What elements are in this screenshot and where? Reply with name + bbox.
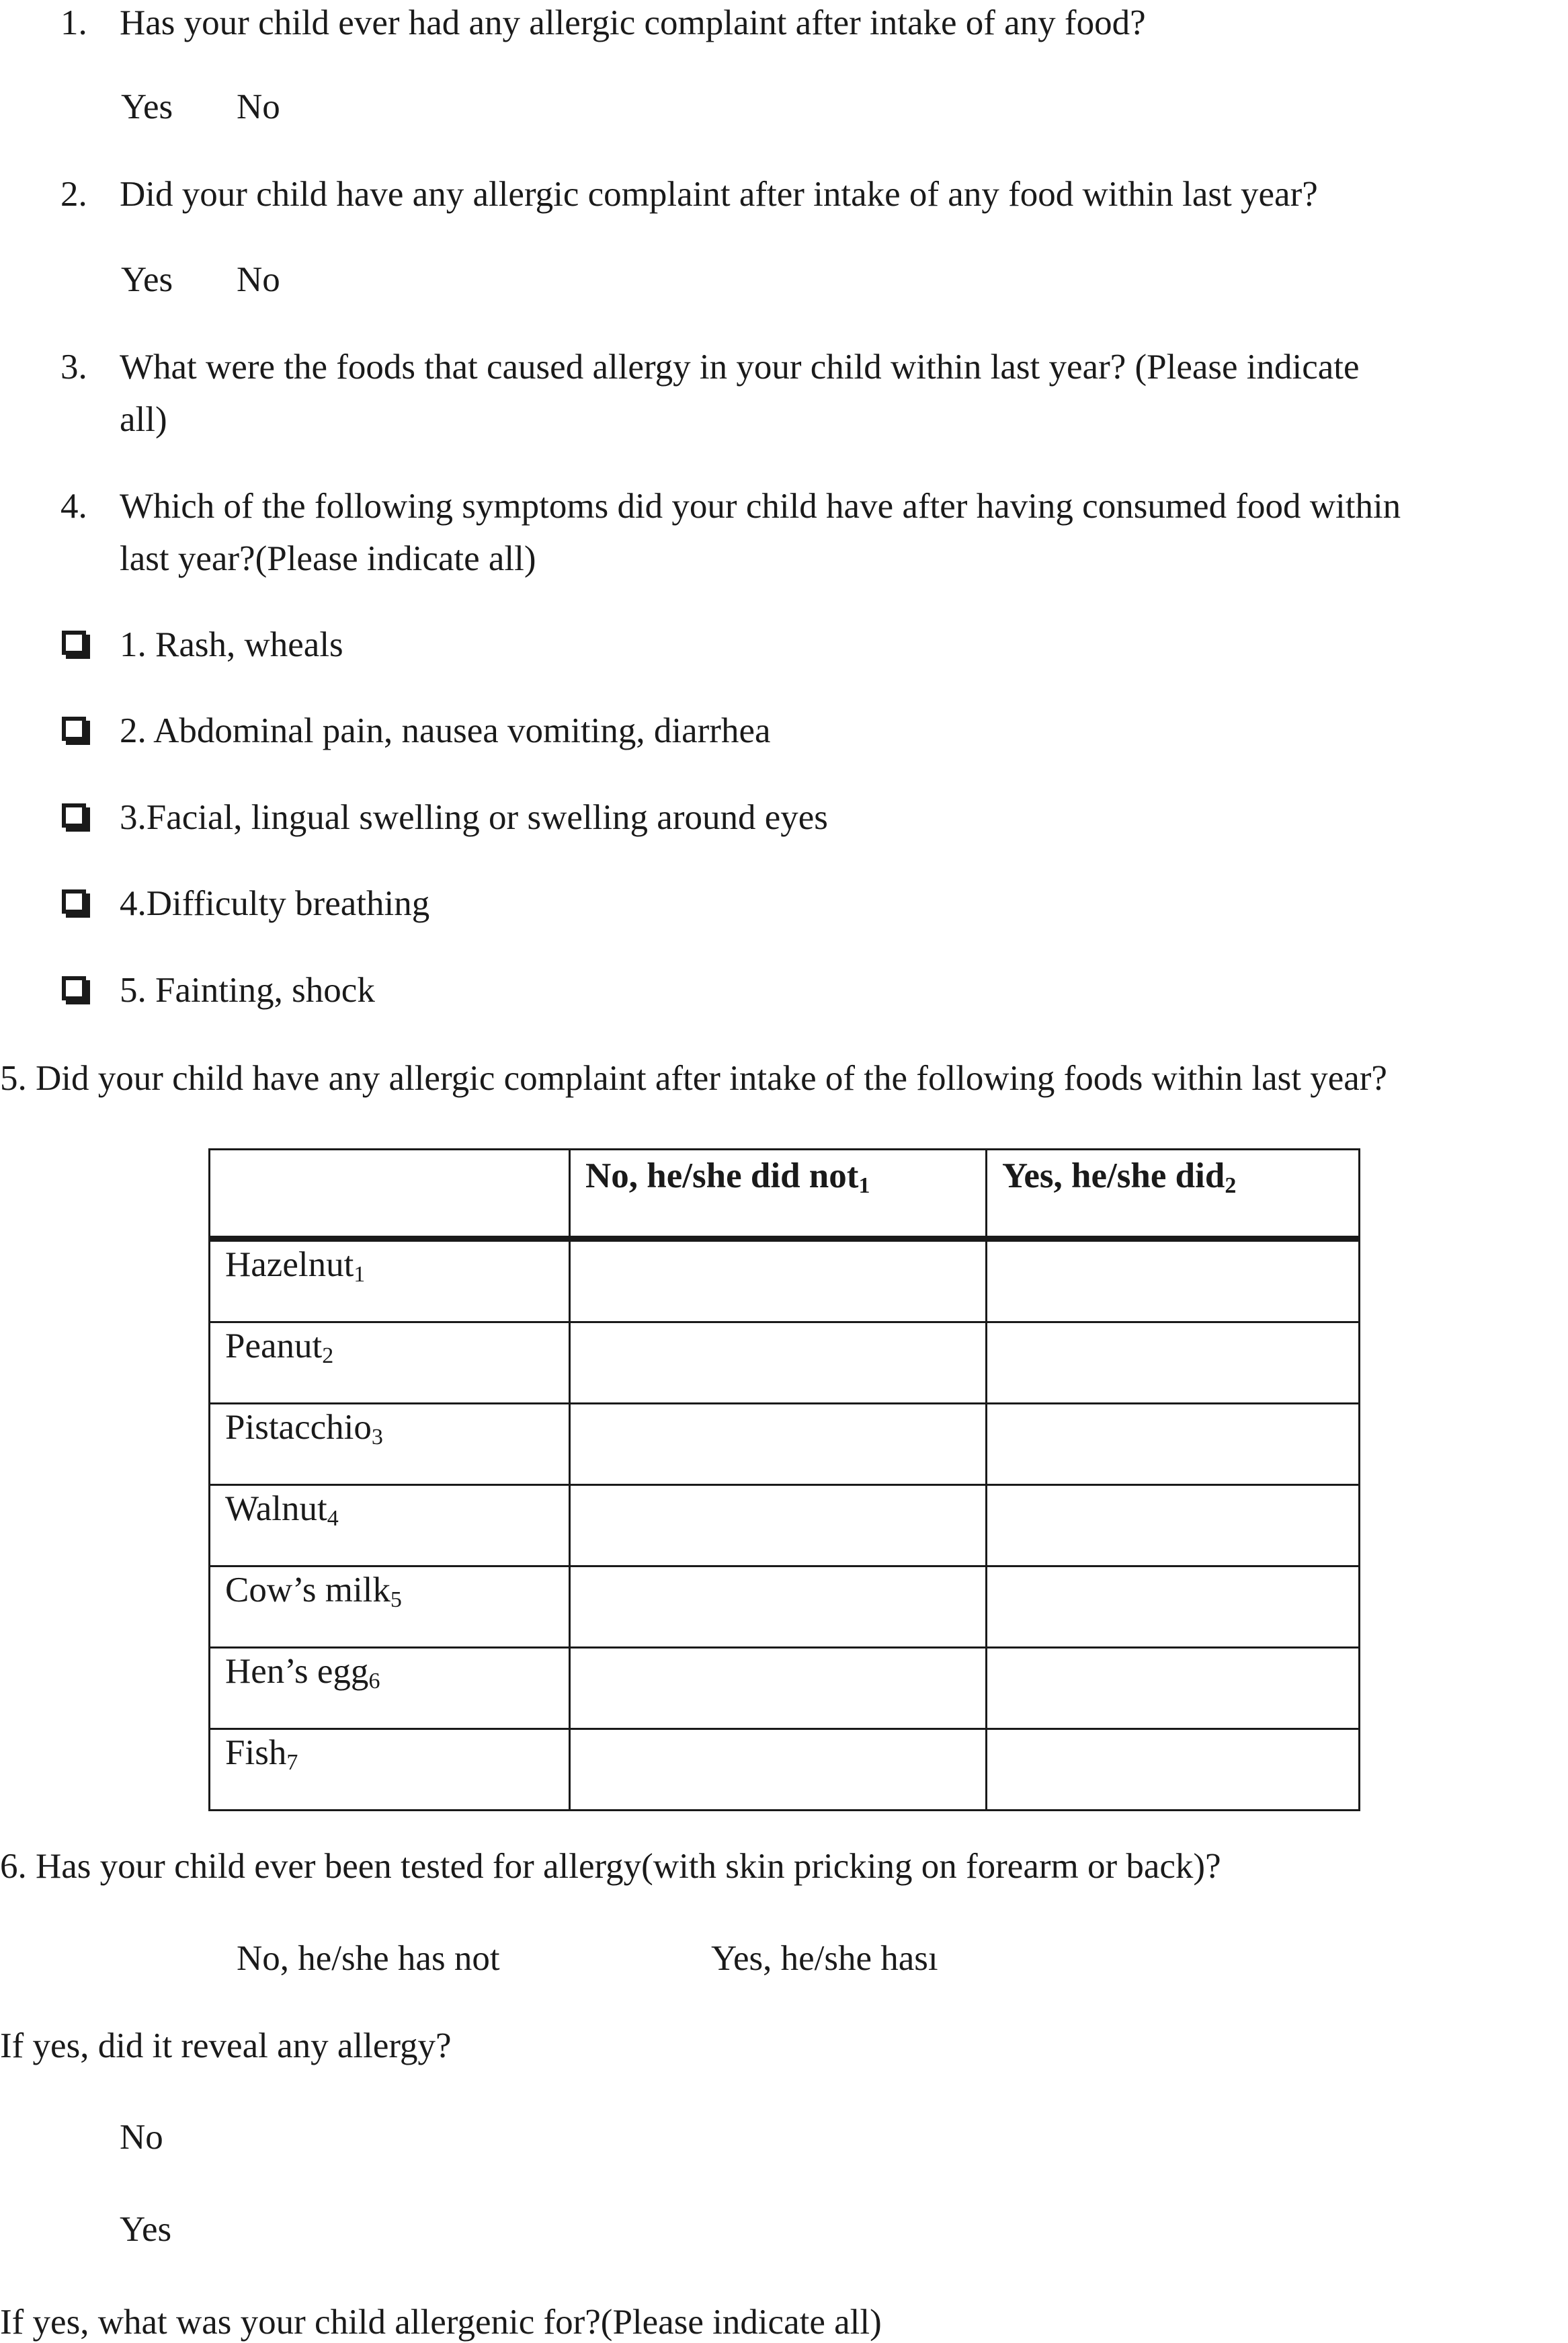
answer-no-cell[interactable] [570,1648,987,1729]
food-code: 1 [354,1262,366,1287]
q1-no-option[interactable]: No [237,87,280,126]
q1-number: 1. [60,3,87,42]
table-row [210,1566,1360,1648]
header-no-code: 1 [858,1173,870,1198]
food-name: Cow’s milk [225,1571,390,1610]
checkbox-swelling[interactable] [62,803,86,828]
q4-option-2: 2. Abdominal pain, nausea vomiting, diarrhea [120,711,771,750]
checkbox-fainting[interactable] [62,976,86,1000]
table-row [210,1322,1360,1404]
q6-followup1-yes[interactable]: Yes [120,2210,172,2249]
food-allergy-table [208,1148,1360,1811]
food-code: 4 [327,1506,339,1531]
food-cell [210,1729,570,1811]
q4-text-line2: last year?(Please indicate all) [120,539,536,578]
food-name: Walnut [225,1489,327,1528]
checkbox-breathing[interactable] [62,889,86,914]
table-header-row [210,1150,1360,1239]
food-cell [210,1648,570,1729]
q3-number: 3. [60,348,87,387]
header-no [570,1150,987,1239]
answer-no-cell[interactable] [570,1729,987,1811]
food-name: Peanut [225,1326,323,1365]
answer-yes-cell[interactable] [987,1239,1360,1322]
q6-followup1: If yes, did it reveal any allergy? [0,2026,452,2065]
answer-yes-cell[interactable] [987,1729,1360,1811]
q4-option-5: 5. Fainting, shock [120,971,375,1010]
food-name: Fish [225,1733,287,1772]
header-no-label: No, he/she did not [585,1156,859,1195]
food-cell [210,1322,570,1404]
q2-text: Did your child have any allergic complaint after intake of any food within last year? [120,175,1318,214]
header-blank [210,1150,570,1239]
table-row [210,1648,1360,1729]
table-row [210,1239,1360,1322]
q6-no-option[interactable]: No, he/she has not [237,1939,500,1978]
answer-yes-cell[interactable] [987,1404,1360,1485]
q6-followup1-no[interactable]: No [120,2118,163,2157]
q6-followup2: If yes, what was your child allergenic for?(Please indicate all) [0,2303,882,2342]
answer-yes-cell[interactable] [987,1566,1360,1648]
q1-yes-option[interactable]: Yes [121,87,173,126]
food-code: 6 [368,1669,380,1694]
answer-no-cell[interactable] [570,1239,987,1322]
table-row [210,1485,1360,1566]
food-code: 3 [371,1425,383,1450]
answer-yes-cell[interactable] [987,1485,1360,1566]
header-yes-code: 2 [1225,1173,1237,1198]
q4-option-3: 3.Facial, lingual swelling or swelling around eyes [120,798,828,837]
header-yes-label: Yes, he/she did [1002,1156,1225,1195]
food-name: Hen’s egg [225,1652,369,1691]
q2-yes-option[interactable]: Yes [121,260,173,299]
table-row [210,1729,1360,1811]
food-cell [210,1566,570,1648]
checkbox-rash[interactable] [62,631,86,655]
answer-no-cell[interactable] [570,1322,987,1404]
checkbox-abdominal-pain[interactable] [62,717,86,741]
header-yes [987,1150,1360,1239]
food-name: Pistacchio [225,1408,372,1447]
answer-yes-cell[interactable] [987,1322,1360,1404]
q4-option-1: 1. Rash, wheals [120,625,343,664]
q4-option-4: 4.Difficulty breathing [120,884,430,923]
q5-text: 5. Did your child have any allergic complaint after intake of the following foods within last year? [0,1059,1387,1098]
answer-no-cell[interactable] [570,1404,987,1485]
food-code: 5 [390,1587,402,1612]
food-cell [210,1485,570,1566]
answer-no-cell[interactable] [570,1566,987,1648]
q4-number: 4. [60,487,87,526]
food-cell [210,1404,570,1485]
q2-no-option[interactable]: No [237,260,280,299]
food-code: 7 [286,1750,298,1775]
q2-number: 2. [60,175,87,214]
q6-yes-option[interactable]: Yes, he/she hası [711,1939,938,1978]
answer-yes-cell[interactable] [987,1648,1360,1729]
q4-text-line1: Which of the following symptoms did your child have after having consumed food within [120,487,1401,526]
q3-text-line1: What were the foods that caused allergy in your child within last year? (Please indicate [120,348,1360,387]
q1-text: Has your child ever had any allergic complaint after intake of any food? [120,3,1146,42]
answer-no-cell[interactable] [570,1485,987,1566]
food-code: 2 [322,1343,334,1368]
q3-text-line2: all) [120,400,167,439]
q6-text: 6. Has your child ever been tested for allergy(with skin pricking on forearm or back)? [0,1847,1221,1886]
food-name: Hazelnut [225,1245,354,1284]
table-row [210,1404,1360,1485]
food-cell [210,1239,570,1322]
